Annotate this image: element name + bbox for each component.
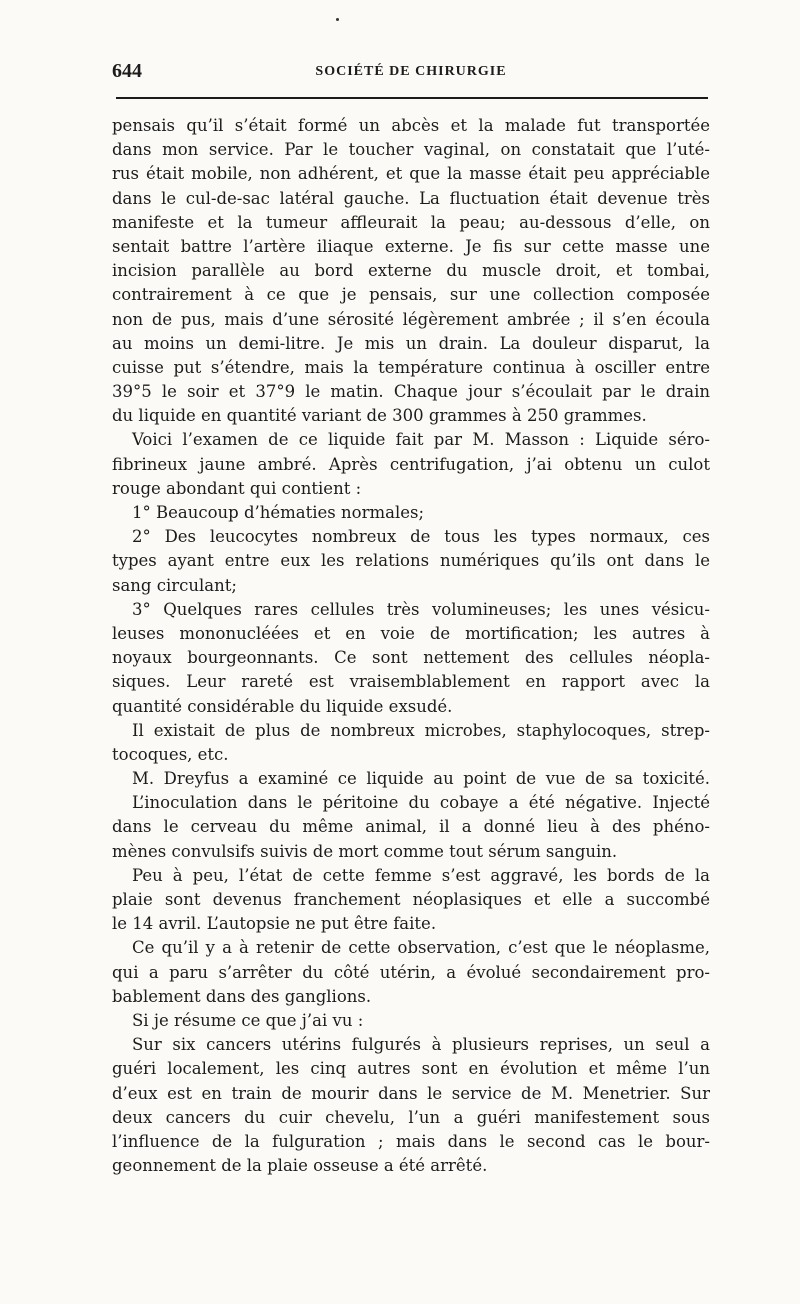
text-line: geonnement de la plaie osseuse a été arrêté.: [112, 1156, 488, 1176]
text-line: deux cancers du cuir chevelu, l’un a guéri manifestement sous: [112, 1107, 710, 1127]
text-line: le 14 avril. L’autopsie ne put être faite.: [112, 914, 437, 934]
text-line: incision parallèle au bord externe du muscle droit, et tombai,: [112, 261, 710, 281]
text-line: l’influence de la fulguration ; mais dans le second cas le bour-: [112, 1131, 710, 1151]
text-line: plaie sont devenus franchement néoplasiques et elle a succombé: [112, 890, 710, 909]
text-line: 2° Des leucocytes nombreux de tous les types normaux, ces: [132, 527, 710, 547]
text-line: tocoques, etc.: [112, 744, 229, 764]
text-line: sentait battre l’artère iliaque externe. Je fis sur cette masse une: [112, 236, 710, 256]
text-line: siques. Leur rareté est vraisemblablement en rapport avec la: [112, 672, 710, 692]
running-head: SOCIÉTÉ DE CHIRURGIE: [315, 64, 507, 79]
header-rule: [116, 97, 708, 99]
text-line: contrairement à ce que je pensais, sur une collection composée: [112, 285, 710, 305]
print-speck: [336, 18, 339, 21]
body-text: [112, 114, 710, 1178]
text-line: types ayant entre eux les relations numériques qu’ils ont dans le: [112, 551, 710, 571]
text-line: du liquide en quantité variant de 300 grammes à 250 grammes.: [112, 406, 647, 426]
text-line: dans le cerveau du même animal, il a donné lieu à des phéno-: [112, 817, 710, 837]
text-line: 3° Quelques rares cellules très volumineuses; les unes vésicu-: [132, 599, 710, 619]
text-line: guéri localement, les cinq autres sont en évolution et même l’un: [112, 1059, 710, 1079]
page-number: 644: [112, 60, 142, 82]
text-line: manifeste et la tumeur affleurait la peau; au-dessous d’elle, on: [112, 212, 710, 232]
text-line: d’eux est en train de mourir dans le service de M. Menetrier. Sur: [112, 1083, 710, 1103]
text-line: Peu à peu, l’état de cette femme s’est aggravé, les bords de la: [132, 865, 710, 885]
text-line: dans mon service. Par le toucher vaginal, on constatait que l’uté-: [112, 140, 710, 160]
text-line: fibrineux jaune ambré. Après centrifugation, j’ai obtenu un culot: [112, 454, 710, 474]
text-line: rus était mobile, non adhérent, et que la masse était peu appréciable: [112, 164, 710, 184]
text-line: Ce qu’il y a à retenir de cette observation, c’est que le néoplasme,: [132, 938, 710, 958]
text-line: mènes convulsifs suivis de mort comme tout sérum sanguin.: [112, 841, 618, 861]
text-line: Si je résume ce que j’ai vu :: [132, 1010, 364, 1030]
text-line: leuses mononucléées et en voie de mortification; les autres à: [112, 623, 710, 643]
text-line: dans le cul-de-sac latéral gauche. La fluctuation était devenue très: [112, 188, 710, 208]
text-line: M. Dreyfus a examiné ce liquide au point de vue de sa toxicité.: [132, 769, 710, 789]
text-line: Sur six cancers utérins fulgurés à plusieurs reprises, un seul a: [132, 1035, 710, 1055]
text-line: qui a paru s’arrêter du côté utérin, a évolué secondairement pro-: [112, 962, 710, 982]
text-line: au moins un demi-litre. Je mis un drain. La douleur disparut, la: [112, 333, 710, 353]
text-line: non de pus, mais d’une sérosité légèrement ambrée ; il s’en écoula: [112, 309, 710, 329]
text-line: bablement dans des ganglions.: [112, 986, 372, 1006]
text-line: rouge abondant qui contient :: [112, 478, 362, 498]
text-line: 39°5 le soir et 37°9 le matin. Chaque jour s’écoulait par le drain: [112, 382, 710, 402]
text-line: cuisse put s’étendre, mais la température continua à osciller entre: [112, 357, 710, 377]
text-line: quantité considérable du liquide exsudé.: [112, 696, 453, 716]
text-line: Voici l’examen de ce liquide fait par M. Masson : Liquide séro-: [132, 430, 710, 450]
text-line: noyaux bourgeonnants. Ce sont nettement des cellules néopla-: [112, 648, 710, 668]
text-line: 1° Beaucoup d’hématies normales;: [132, 503, 425, 522]
text-line: Il existait de plus de nombreux microbes, staphylocoques, strep-: [132, 720, 710, 740]
page-header: [112, 60, 710, 86]
text-line: sang circulant;: [112, 575, 237, 595]
text-line: L’inoculation dans le péritoine du cobaye a été négative. Injecté: [132, 793, 710, 813]
text-line: pensais qu’il s’était formé un abcès et la malade fut transportée: [112, 116, 710, 135]
